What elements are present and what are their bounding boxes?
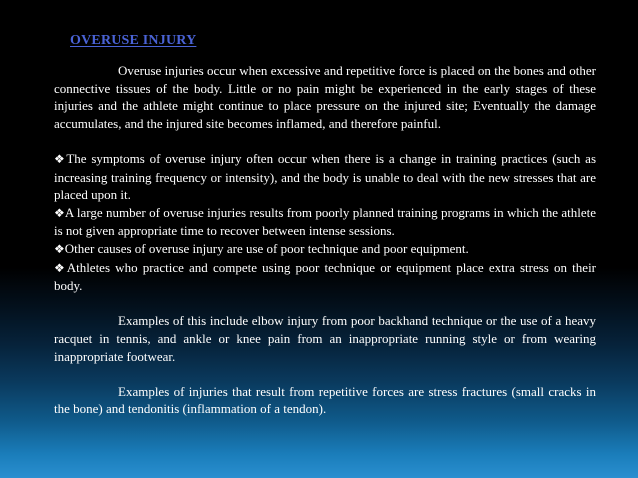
spacer — [54, 295, 596, 313]
bullet-item — [54, 150, 596, 204]
diamond-bullet-icon: ❖ — [54, 260, 67, 275]
spacer — [54, 132, 596, 150]
spacer — [54, 365, 596, 383]
intro-paragraph: Overuse injuries occur when excessive and repetitive force is placed on the bones and other connective tissues of the body. Little or no pain might be experienced in the early stages of these injuries and the athlete might continue to place pressure on the injured site; Eventually the damage accumulates, and the injured site becomes inflamed, and therefore painful. — [54, 63, 596, 131]
bullet-text: The symptoms of overuse injury often occur when there is a change in training practices (such as increasing training frequency or intensity), and the body is unable to deal with the new stresses that are placed upon it. — [54, 150, 596, 203]
bullet-item — [54, 204, 596, 240]
examples-paragraph-1: Examples of this include elbow injury from poor backhand technique or the use of a heavy racquet in tennis, and ankle or knee pain from an inappropriate running style or from wearing inappropriate footwear. — [54, 313, 596, 364]
diamond-bullet-icon: ❖ — [54, 151, 67, 166]
bullet-text: Other causes of overuse injury are use of poor technique and poor equipment. — [64, 240, 469, 256]
slide-title: OVERUSE INJURY — [70, 33, 197, 48]
bullet-text: A large number of overuse injuries results from poorly planned training programs in which the athlete is not given appropriate time to recover between intense sessions. — [54, 204, 596, 239]
diamond-bullet-icon: ❖ — [54, 241, 65, 256]
diamond-bullet-icon: ❖ — [54, 205, 65, 220]
bullet-text: Athletes who practice and compete using poor technique or equipment place extra stress on their body. — [54, 259, 597, 294]
examples-paragraph-2: Examples of injuries that result from repetitive forces are stress fractures (small cracks in the bone) and tendonitis (inflammation of a tendon). — [54, 383, 596, 417]
bullet-item — [54, 259, 596, 295]
slide-body — [54, 62, 596, 418]
bullet-item — [54, 240, 596, 259]
